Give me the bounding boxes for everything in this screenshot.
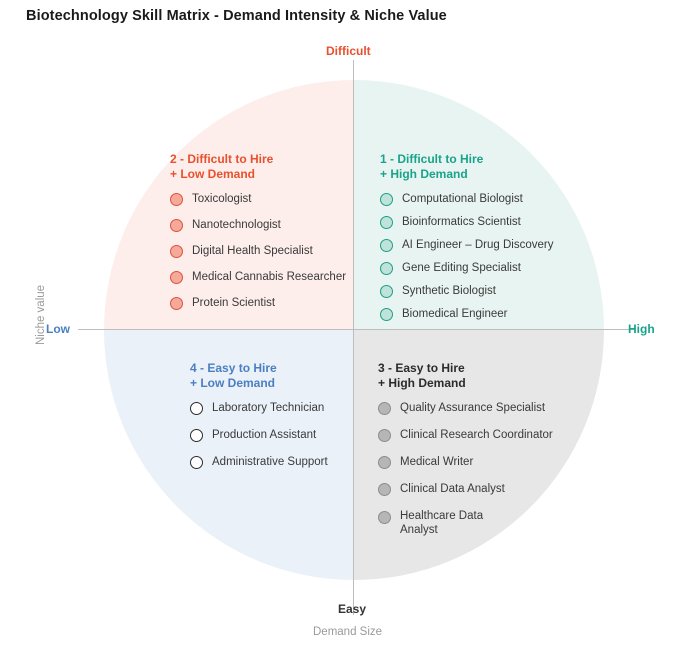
quadrant-2-title: 2 - Difficult to Hire + Low Demand (170, 152, 274, 181)
list-item (170, 296, 346, 310)
axis-label-difficult: Difficult (326, 44, 371, 58)
point-marker-icon (170, 297, 183, 310)
list-item (378, 509, 553, 537)
list-item (380, 261, 553, 275)
list-item (190, 401, 328, 415)
quadrant-1-title: 1 - Difficult to Hire + High Demand (380, 152, 484, 181)
list-item (378, 401, 553, 415)
quadrant-3-title: 3 - Easy to Hire + High Demand (378, 361, 466, 390)
quadrant-block-4 (190, 361, 328, 482)
list-item-label: Quality Assurance Specialist (400, 402, 546, 414)
list-item-label: Administrative Support (212, 456, 328, 468)
list-item-label: Laboratory Technician (212, 402, 325, 414)
point-marker-icon (380, 285, 393, 298)
list-item (380, 284, 553, 298)
list-item (380, 192, 553, 206)
point-marker-icon (380, 308, 393, 321)
list-item (380, 238, 553, 252)
point-marker-icon (170, 193, 183, 206)
point-marker-icon (170, 219, 183, 232)
list-item (380, 307, 553, 321)
page-title: Biotechnology Skill Matrix - Demand Intensity & Niche Value (26, 8, 447, 24)
point-marker-icon (170, 245, 183, 258)
point-marker-icon (380, 262, 393, 275)
point-marker-icon (378, 483, 391, 496)
list-item (190, 428, 328, 442)
point-marker-icon (378, 511, 391, 524)
quadrant-block-3 (378, 361, 553, 550)
list-item-label: Nanotechnologist (192, 219, 281, 231)
point-marker-icon (378, 402, 391, 415)
list-item (190, 455, 328, 469)
list-item (170, 192, 346, 206)
x-axis-title: Demand Size (313, 626, 383, 638)
list-item (170, 218, 346, 232)
list-item-label: Clinical Data Analyst (400, 483, 505, 495)
point-marker-icon (190, 456, 203, 469)
point-marker-icon (378, 429, 391, 442)
list-item-label: Protein Scientist (192, 297, 276, 309)
list-item-label: Synthetic Biologist (402, 285, 496, 297)
quadrant-block-1 (380, 152, 553, 330)
quadrant-chart (0, 40, 690, 638)
list-item-label: Gene Editing Specialist (402, 262, 521, 274)
list-item-label: Healthcare Data Analyst (400, 510, 484, 536)
list-item (380, 215, 553, 229)
list-item (378, 455, 553, 469)
list-item-label: Clinical Research Coordinator (400, 429, 553, 441)
point-marker-icon (378, 456, 391, 469)
list-item (170, 270, 346, 284)
list-item-label: Medical Writer (400, 456, 474, 468)
point-marker-icon (190, 402, 203, 415)
axis-label-high: High (628, 322, 655, 336)
axis-label-easy: Easy (338, 602, 367, 616)
point-marker-icon (190, 429, 203, 442)
y-axis-title: Niche value (35, 284, 47, 346)
list-item-label: Computational Biologist (402, 193, 523, 205)
list-item (378, 482, 553, 496)
quadrant-4-title: 4 - Easy to Hire + Low Demand (190, 361, 277, 390)
point-marker-icon (380, 239, 393, 252)
list-item-label: Biomedical Engineer (402, 308, 508, 320)
list-item-label: Production Assistant (212, 429, 317, 441)
list-item-label: Medical Cannabis Researcher (192, 271, 347, 283)
list-item-label: AI Engineer – Drug Discovery (402, 239, 554, 251)
point-marker-icon (380, 193, 393, 206)
list-item (378, 428, 553, 442)
y-axis-line (353, 60, 354, 615)
point-marker-icon (380, 216, 393, 229)
point-marker-icon (170, 271, 183, 284)
axis-label-low: Low (46, 322, 70, 336)
quadrant-block-2 (170, 152, 346, 322)
list-item-label: Bioinformatics Scientist (402, 216, 521, 228)
list-item (170, 244, 346, 258)
list-item-label: Toxicologist (192, 193, 252, 205)
list-item-label: Digital Health Specialist (192, 245, 313, 257)
